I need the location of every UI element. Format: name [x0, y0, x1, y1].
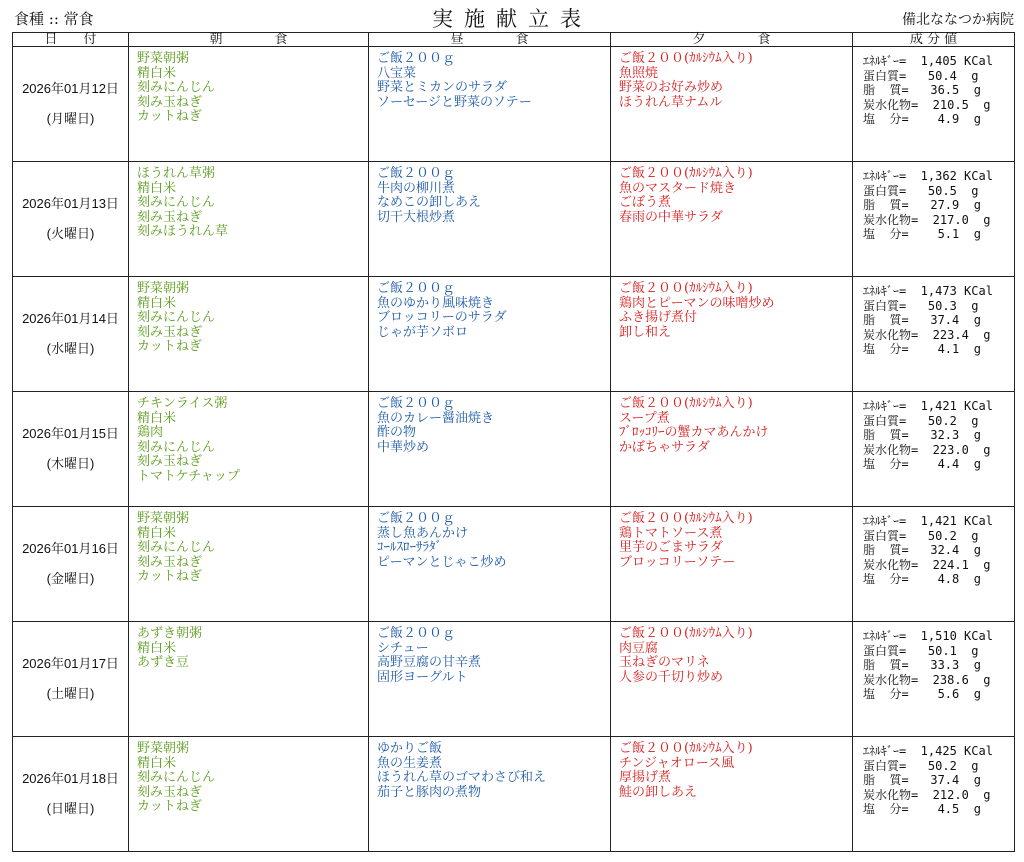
lunch-item: ご飯２００ｇ	[377, 51, 456, 66]
lunch-cell	[369, 622, 611, 737]
date-cell	[13, 392, 129, 507]
lunch-item: ご飯２００ｇ	[377, 396, 456, 411]
lunch-item: 酢の物	[377, 425, 417, 440]
nutrition-line: 炭水化物= 223.4 g	[863, 327, 991, 342]
dinner-item: 野菜のお好み炒め	[619, 80, 724, 95]
nutrition-values	[853, 507, 1014, 587]
weekday-text: (水曜日)	[46, 341, 95, 356]
dinner-item: ご飯２００(ｶﾙｼｳﾑ入り)	[619, 166, 753, 181]
nutrition-values	[853, 392, 1014, 472]
nutrition-line: 蛋白質= 50.2 g	[863, 413, 979, 428]
lunch-item: ご飯２００ｇ	[377, 626, 456, 641]
nutrition-line: 蛋白質= 50.4 g	[863, 68, 979, 83]
dinner-item: ご飯２００(ｶﾙｼｳﾑ入り)	[619, 396, 753, 411]
breakfast-cell	[129, 162, 369, 277]
breakfast-items	[129, 622, 368, 671]
lunch-item: 八宝菜	[377, 65, 417, 81]
breakfast-item: トマトケチャップ	[137, 468, 240, 484]
breakfast-cell	[129, 737, 369, 852]
weekday-text: (月曜日)	[46, 111, 95, 126]
lunch-items	[369, 162, 610, 225]
breakfast-item: 野菜朝粥	[137, 281, 190, 296]
column-header-date: 日 付	[13, 33, 129, 47]
nutrition-line: 塩 分= 5.1 g	[863, 227, 981, 241]
breakfast-cell	[129, 277, 369, 392]
dinner-item: ご飯２００(ｶﾙｼｳﾑ入り)	[619, 741, 753, 756]
dinner-cell	[611, 622, 853, 737]
nutrition-cell	[853, 737, 1015, 852]
dinner-item: 肉豆腐	[619, 640, 659, 656]
lunch-item: 中華炒め	[377, 439, 430, 455]
dinner-item: 鶏肉とピーマンの味噌炒め	[619, 295, 775, 311]
dinner-items	[611, 277, 852, 340]
dinner-cell	[611, 392, 853, 507]
lunch-items	[369, 622, 610, 685]
date-cell	[13, 622, 129, 737]
nutrition-line: 脂 質= 32.4 g	[863, 543, 981, 557]
breakfast-cell	[129, 622, 369, 737]
breakfast-items	[129, 277, 368, 355]
dinner-item: 春雨の中華サラダ	[619, 209, 723, 225]
table-row	[13, 392, 1015, 507]
breakfast-item: 刻みほうれん草	[137, 224, 229, 239]
column-header-dinner: 夕 食	[611, 33, 853, 47]
dinner-item: 玉ねぎのマリネ	[619, 655, 710, 670]
nutrition-line: 蛋白質= 50.1 g	[863, 643, 979, 658]
lunch-items	[369, 737, 610, 800]
nutrition-line: ｴﾈﾙｷﾞｰ= 1,405 KCal	[863, 54, 993, 68]
date-text: 2026年01月18日	[22, 771, 119, 786]
breakfast-item: 精白米	[137, 755, 177, 771]
breakfast-items	[129, 162, 368, 240]
lunch-item: 牛肉の柳川煮	[377, 180, 456, 196]
lunch-item: ご飯２００ｇ	[377, 511, 456, 526]
date-text: 2026年01月15日	[22, 426, 119, 441]
breakfast-item: 刻みにんじん	[137, 439, 216, 455]
dinner-items	[611, 507, 852, 570]
dinner-item: 鶏トマトソース煮	[619, 525, 723, 541]
lunch-cell	[369, 47, 611, 162]
dinner-items	[611, 47, 852, 110]
nutrition-line: ｴﾈﾙｷﾞｰ= 1,421 KCal	[863, 399, 993, 413]
date-cell	[13, 737, 129, 852]
date-cell	[13, 507, 129, 622]
lunch-cell	[369, 277, 611, 392]
menu-table	[12, 32, 1015, 852]
breakfast-item: 刻み玉ねぎ	[137, 324, 203, 340]
hospital-name: 備北ななつか病院	[902, 12, 1014, 28]
nutrition-line: 塩 分= 4.8 g	[863, 572, 981, 586]
weekday-text: (日曜日)	[46, 801, 95, 816]
breakfast-item: 精白米	[137, 410, 177, 426]
dinner-item: チンジャオロース風	[619, 755, 735, 771]
breakfast-item: 野菜朝粥	[137, 511, 190, 526]
nutrition-cell	[853, 277, 1015, 392]
weekday-text: (土曜日)	[46, 686, 95, 701]
lunch-item: シチュー	[377, 640, 429, 656]
date-text: 2026年01月13日	[22, 196, 119, 211]
lunch-item: なめこの卸しあえ	[377, 195, 482, 210]
lunch-item: ゆかりご飯	[377, 741, 443, 756]
weekday-text: (木曜日)	[46, 456, 95, 471]
nutrition-line: 炭水化物= 223.0 g	[863, 442, 991, 457]
lunch-item: 魚のゆかり風味焼き	[377, 295, 495, 311]
lunch-item: 魚の生姜煮	[377, 755, 443, 771]
lunch-item: 切干大根炒煮	[377, 209, 456, 225]
lunch-item: 固形ヨーグルト	[377, 669, 468, 685]
lunch-item: ブロッコリーのサラダ	[377, 310, 507, 325]
nutrition-line: 脂 質= 37.4 g	[863, 313, 981, 327]
nutrition-values	[853, 47, 1014, 127]
breakfast-item: 刻みにんじん	[137, 540, 216, 555]
dinner-item: 鮭の卸しあえ	[619, 784, 698, 800]
breakfast-item: 野菜朝粥	[137, 51, 190, 66]
nutrition-line: 炭水化物= 210.5 g	[863, 97, 991, 112]
date-text: 2026年01月12日	[22, 81, 119, 96]
nutrition-line: ｴﾈﾙｷﾞｰ= 1,425 KCal	[863, 744, 993, 758]
lunch-item: ほうれん草のゴマわさび和え	[377, 770, 547, 785]
lunch-item: 蒸し魚あんかけ	[377, 525, 469, 541]
weekday-text: (金曜日)	[46, 571, 95, 586]
dinner-item: 魚照焼	[619, 65, 659, 81]
lunch-items	[369, 392, 610, 455]
lunch-item: ご飯２００ｇ	[377, 166, 456, 181]
breakfast-item: 刻みにんじん	[137, 195, 216, 210]
dinner-cell	[611, 737, 853, 852]
dinner-item: ご飯２００(ｶﾙｼｳﾑ入り)	[619, 626, 753, 641]
breakfast-item: 刻みにんじん	[137, 310, 216, 325]
dinner-item: ふき揚げ煮付	[619, 310, 698, 325]
nutrition-cell	[853, 507, 1015, 622]
dinner-cell	[611, 47, 853, 162]
lunch-item: ソーセージと野菜のソテー	[377, 94, 532, 110]
dinner-items	[611, 737, 852, 800]
nutrition-line: 脂 質= 33.3 g	[863, 658, 981, 672]
table-row	[13, 507, 1015, 622]
column-header-nutrition: 成 分 値	[853, 33, 1015, 47]
dinner-item: ご飯２００(ｶﾙｼｳﾑ入り)	[619, 511, 753, 526]
breakfast-cell	[129, 392, 369, 507]
table-row	[13, 622, 1015, 737]
dinner-item: ごぼう煮	[619, 195, 672, 210]
column-header-lunch: 昼 食	[369, 33, 611, 47]
breakfast-item: 刻みにんじん	[137, 80, 216, 95]
dinner-item: 里芋のごまサラダ	[619, 540, 723, 555]
breakfast-items	[129, 47, 368, 125]
nutrition-line: 蛋白質= 50.2 g	[863, 758, 979, 773]
nutrition-values	[853, 737, 1014, 817]
breakfast-item: 精白米	[137, 65, 177, 81]
breakfast-item: 精白米	[137, 525, 177, 541]
breakfast-item: 精白米	[137, 640, 177, 656]
lunch-item: ｺｰﾙｽﾛｰｻﾗﾀﾞ	[377, 540, 442, 555]
breakfast-item: 刻み玉ねぎ	[137, 94, 203, 110]
nutrition-cell	[853, 392, 1015, 507]
dinner-item: ご飯２００(ｶﾙｼｳﾑ入り)	[619, 51, 753, 66]
nutrition-line: 炭水化物= 238.6 g	[863, 672, 991, 687]
lunch-cell	[369, 507, 611, 622]
nutrition-line: 蛋白質= 50.2 g	[863, 528, 979, 543]
nutrition-cell	[853, 162, 1015, 277]
dinner-item: かぼちゃサラダ	[619, 439, 710, 455]
lunch-item: 茄子と豚肉の煮物	[377, 784, 482, 800]
dinner-item: ほうれん草ナムル	[619, 94, 723, 110]
lunch-item: じゃが芋ソボロ	[377, 324, 469, 340]
dinner-cell	[611, 162, 853, 277]
breakfast-item: 野菜朝粥	[137, 741, 190, 756]
breakfast-item: 刻み玉ねぎ	[137, 209, 203, 225]
lunch-item: 野菜とミカンのサラダ	[377, 80, 507, 95]
table-header-row	[13, 33, 1015, 47]
lunch-item: ご飯２００ｇ	[377, 281, 456, 296]
lunch-items	[369, 277, 610, 340]
dinner-items	[611, 622, 852, 685]
nutrition-line: 炭水化物= 212.0 g	[863, 787, 991, 802]
page-title: 実施献立表	[432, 7, 592, 31]
nutrition-line: 脂 質= 27.9 g	[863, 198, 981, 212]
breakfast-cell	[129, 47, 369, 162]
nutrition-line: 脂 質= 37.4 g	[863, 773, 981, 787]
breakfast-items	[129, 392, 368, 484]
dinner-item: 魚のマスタード焼き	[619, 180, 737, 196]
date-cell	[13, 47, 129, 162]
breakfast-item: カットねぎ	[137, 339, 202, 354]
breakfast-item: あずき豆	[137, 655, 190, 670]
nutrition-cell	[853, 47, 1015, 162]
breakfast-cell	[129, 507, 369, 622]
breakfast-item: あずき朝粥	[137, 626, 203, 641]
breakfast-item: チキンライス粥	[137, 396, 228, 411]
nutrition-line: 炭水化物= 217.0 g	[863, 212, 991, 227]
lunch-item: 高野豆腐の甘辛煮	[377, 655, 482, 670]
dinner-items	[611, 392, 852, 455]
nutrition-values	[853, 277, 1014, 357]
dinner-item: 卸し和え	[619, 324, 672, 340]
date-cell	[13, 162, 129, 277]
nutrition-values	[853, 162, 1014, 242]
dinner-item: ﾌﾞﾛｯｺﾘｰの蟹カマあんかけ	[619, 425, 769, 440]
nutrition-line: 脂 質= 32.3 g	[863, 428, 981, 442]
breakfast-items	[129, 507, 368, 585]
table-body	[13, 47, 1015, 852]
breakfast-items	[129, 737, 368, 815]
date-text: 2026年01月16日	[22, 541, 119, 556]
dinner-cell	[611, 507, 853, 622]
table-row	[13, 737, 1015, 852]
nutrition-line: ｴﾈﾙｷﾞｰ= 1,362 KCal	[863, 169, 993, 183]
breakfast-item: 刻み玉ねぎ	[137, 784, 203, 800]
table-row	[13, 277, 1015, 392]
nutrition-line: 塩 分= 4.9 g	[863, 112, 981, 126]
dinner-cell	[611, 277, 853, 392]
dinner-item: スープ煮	[619, 410, 670, 426]
nutrition-line: ｴﾈﾙｷﾞｰ= 1,510 KCal	[863, 629, 993, 643]
breakfast-item: 精白米	[137, 295, 177, 311]
breakfast-item: 精白米	[137, 180, 177, 196]
table-row	[13, 47, 1015, 162]
nutrition-line: 塩 分= 5.6 g	[863, 687, 981, 701]
nutrition-cell	[853, 622, 1015, 737]
column-header-breakfast: 朝 食	[129, 33, 369, 47]
lunch-cell	[369, 737, 611, 852]
breakfast-item: 刻み玉ねぎ	[137, 454, 203, 469]
date-text: 2026年01月14日	[22, 311, 119, 326]
nutrition-line: 脂 質= 36.5 g	[863, 83, 981, 97]
diet-type-label: 食種 :: 常食	[14, 10, 94, 28]
breakfast-item: 鶏肉	[137, 425, 164, 440]
lunch-items	[369, 507, 610, 570]
lunch-items	[369, 47, 610, 110]
dinner-item: ご飯２００(ｶﾙｼｳﾑ入り)	[619, 281, 753, 296]
dinner-item: 人参の千切り炒め	[619, 669, 724, 685]
nutrition-line: ｴﾈﾙｷﾞｰ= 1,473 KCal	[863, 284, 993, 298]
nutrition-line: 蛋白質= 50.5 g	[863, 183, 979, 198]
dinner-items	[611, 162, 852, 225]
nutrition-line: 塩 分= 4.4 g	[863, 457, 981, 471]
nutrition-values	[853, 622, 1014, 702]
breakfast-item: カットねぎ	[137, 109, 202, 124]
breakfast-item: ほうれん草粥	[137, 166, 216, 181]
nutrition-line: 炭水化物= 224.1 g	[863, 557, 991, 572]
nutrition-line: 塩 分= 4.5 g	[863, 802, 981, 816]
breakfast-item: カットねぎ	[137, 799, 202, 814]
date-cell	[13, 277, 129, 392]
lunch-item: 魚のカレー醤油焼き	[377, 410, 495, 426]
breakfast-item: カットねぎ	[137, 569, 202, 584]
table-row	[13, 162, 1015, 277]
date-text: 2026年01月17日	[22, 656, 119, 671]
dinner-item: 厚揚げ煮	[619, 770, 672, 785]
breakfast-item: 刻みにんじん	[137, 770, 216, 785]
nutrition-line: 塩 分= 4.1 g	[863, 342, 981, 356]
weekday-text: (火曜日)	[46, 226, 95, 241]
breakfast-item: 刻み玉ねぎ	[137, 554, 203, 570]
lunch-item: ピーマンとじゃこ炒め	[377, 554, 507, 570]
dinner-item: ブロッコリーソテー	[619, 554, 736, 570]
nutrition-line: 蛋白質= 50.3 g	[863, 298, 979, 313]
lunch-cell	[369, 162, 611, 277]
lunch-cell	[369, 392, 611, 507]
nutrition-line: ｴﾈﾙｷﾞｰ= 1,421 KCal	[863, 514, 993, 528]
